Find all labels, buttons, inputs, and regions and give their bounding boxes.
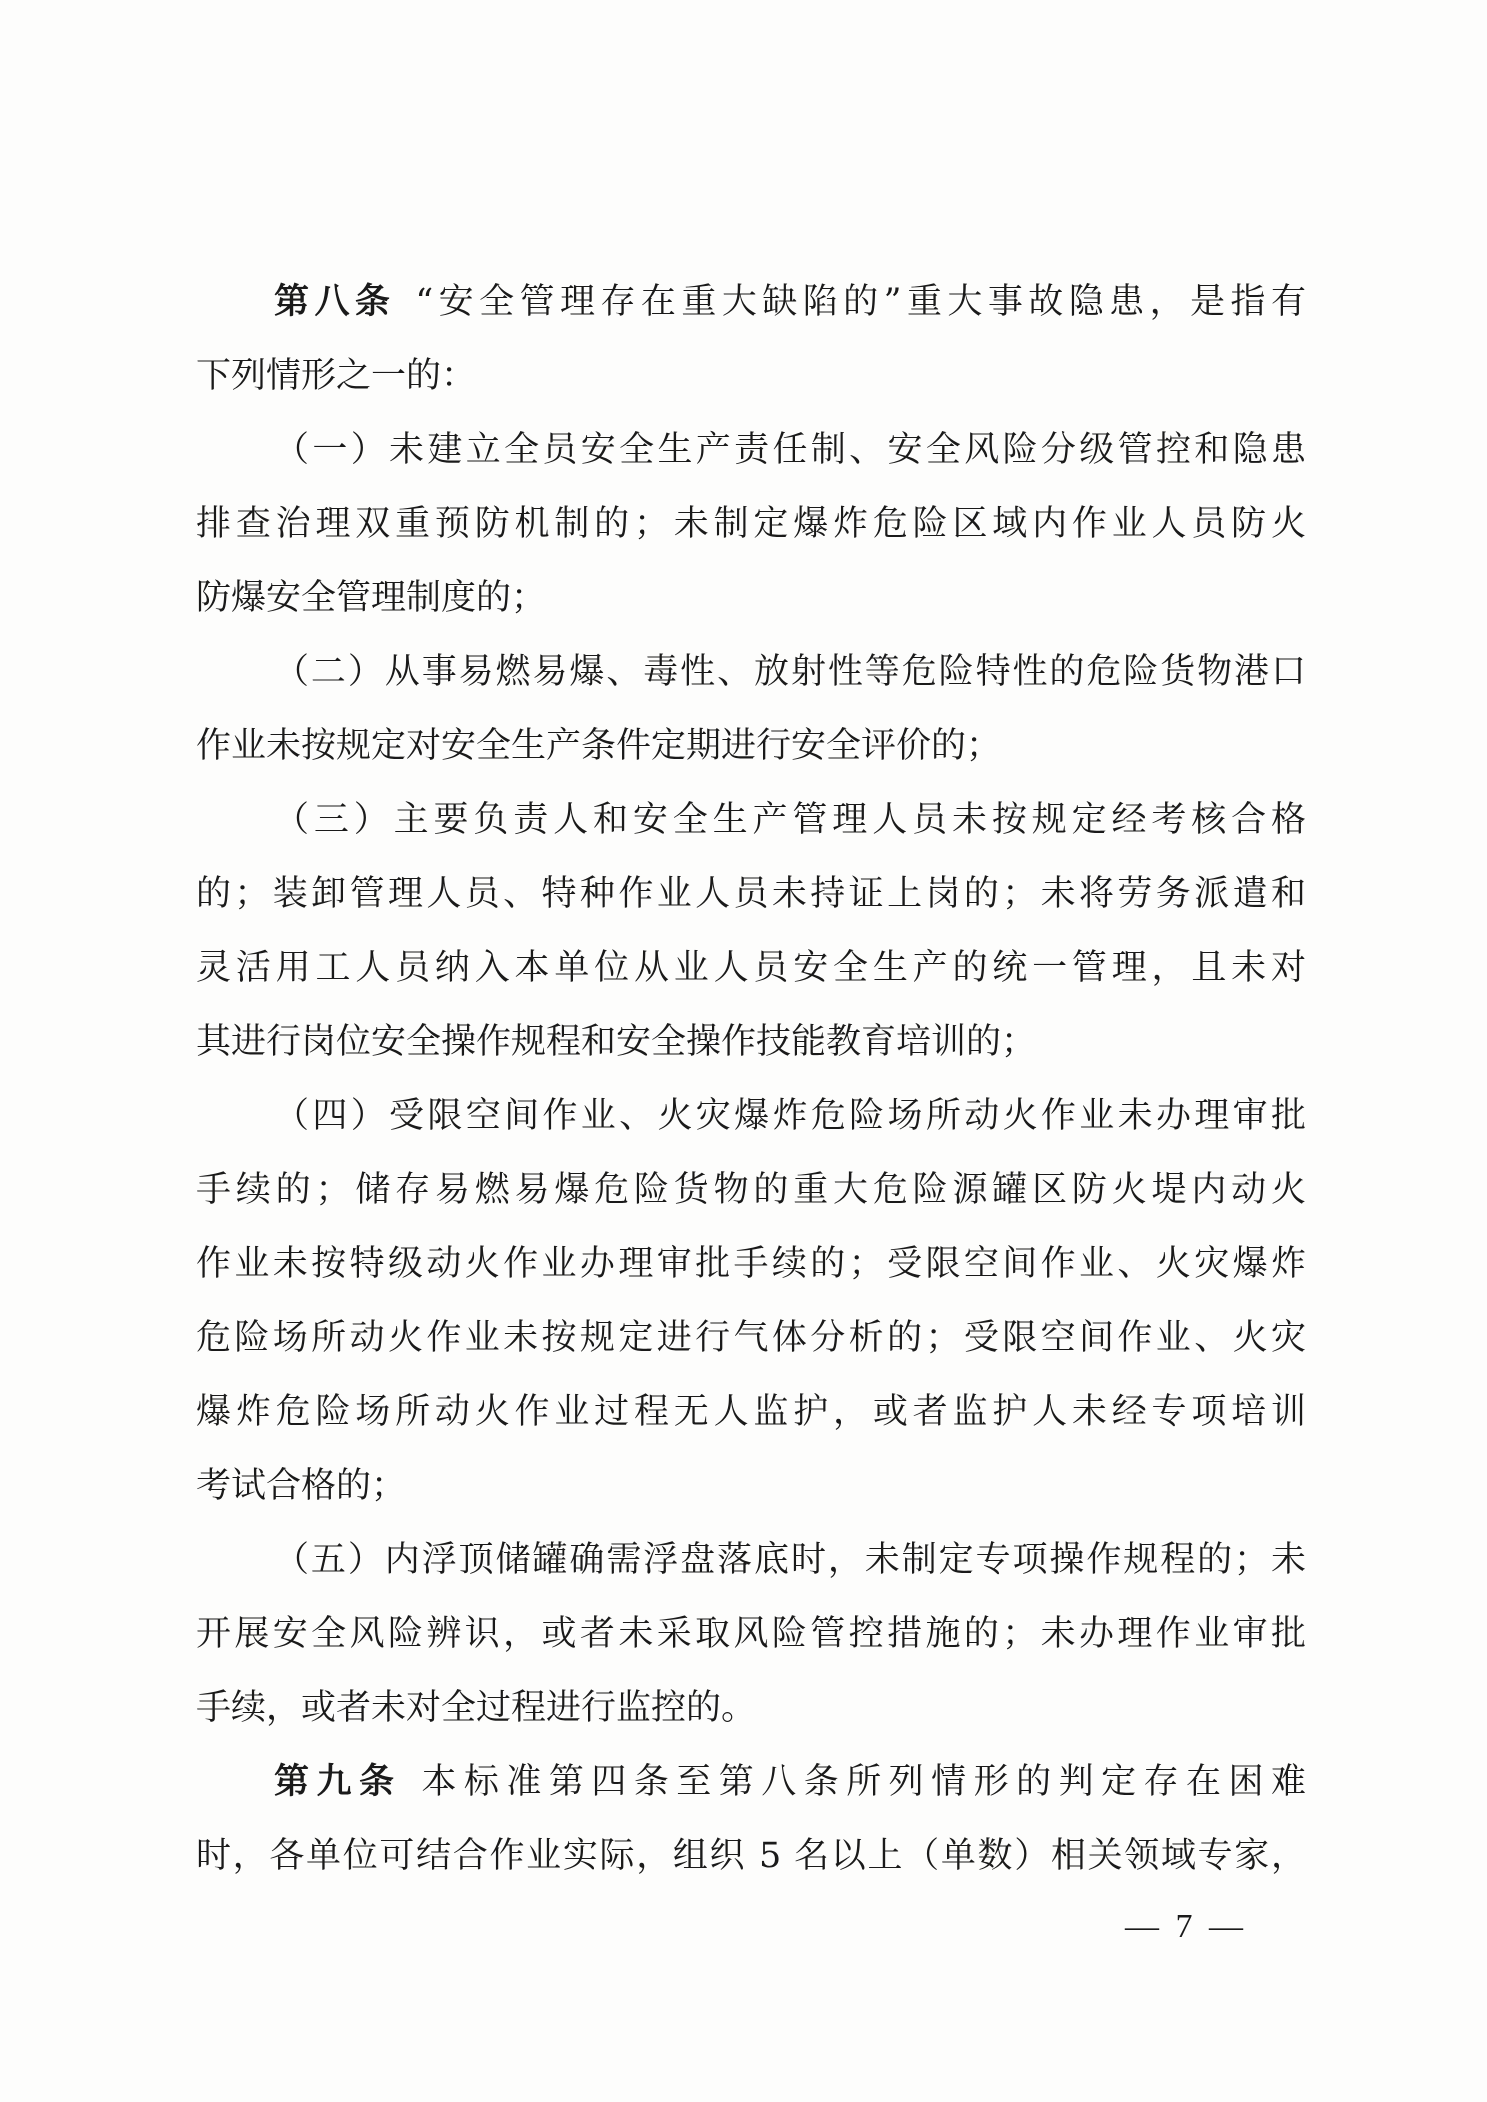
article-9-line-2: 时，各单位可结合作业实际，组织 5 名以上（单数）相关领域专家，: [196, 1836, 1306, 1876]
item-5-line-3: 手续，或者未对全过程进行监控的。: [196, 1688, 757, 1728]
article-8-first-line: [196, 265, 1306, 339]
article-9-heading: 第九条: [274, 1762, 402, 1802]
item-4-line-2: 手续的；储存易燃易爆危险货物的重大危险源罐区防火堤内动火: [196, 1170, 1306, 1210]
article-8-line-2: 下列情形之一的：: [196, 356, 477, 396]
item-4-line-6: 考试合格的；: [196, 1466, 407, 1506]
page-number: — 7 —: [1125, 1908, 1247, 1945]
item-4-line-3: 作业未按特级动火作业办理审批手续的；受限空间作业、火灾爆炸: [196, 1244, 1306, 1284]
item-5-line-1: （五）内浮顶储罐确需浮盘落底时，未制定专项操作规程的；未: [274, 1540, 1306, 1580]
article-9-first-line: [196, 1745, 1306, 1819]
article-8-heading: 第八条: [274, 282, 396, 322]
item-4-line-4: 危险场所动火作业未按规定进行气体分析的；受限空间作业、火灾: [196, 1318, 1306, 1358]
item-3-line-3: 灵活用工人员纳入本单位从业人员安全生产的统一管理，且未对: [196, 948, 1306, 988]
item-2-line-1: （二）从事易燃易爆、毒性、放射性等危险特性的危险货物港口: [274, 652, 1306, 692]
item-5-line-2: 开展安全风险辨识，或者未采取风险管控措施的；未办理作业审批: [196, 1614, 1306, 1654]
article-8-text: “安全管理存在重大缺陷的”重大事故隐患，是指有: [415, 282, 1306, 322]
item-3-line-4: 其进行岗位安全操作规程和安全操作技能教育培训的；: [196, 1022, 1037, 1062]
item-3-line-2: 的；装卸管理人员、特种作业人员未持证上岗的；未将劳务派遣和: [196, 874, 1306, 914]
item-1-line-3: 防爆安全管理制度的；: [196, 578, 547, 618]
item-4-line-1: （四）受限空间作业、火灾爆炸危险场所动火作业未办理审批: [274, 1096, 1306, 1136]
article-9-text: 本标准第四条至第八条所列情形的判定存在困难: [421, 1762, 1306, 1802]
item-4-line-5: 爆炸危险场所动火作业过程无人监护，或者监护人未经专项培训: [196, 1392, 1306, 1432]
document-body: [196, 265, 1306, 1893]
item-2-line-2: 作业未按规定对安全生产条件定期进行安全评价的；: [196, 726, 1002, 766]
item-3-line-1: （三）主要负责人和安全生产管理人员未按规定经考核合格: [274, 800, 1306, 840]
item-1-line-2: 排查治理双重预防机制的；未制定爆炸危险区域内作业人员防火: [196, 504, 1306, 544]
item-1-line-1: （一）未建立全员安全生产责任制、安全风险分级管控和隐患: [274, 430, 1306, 470]
